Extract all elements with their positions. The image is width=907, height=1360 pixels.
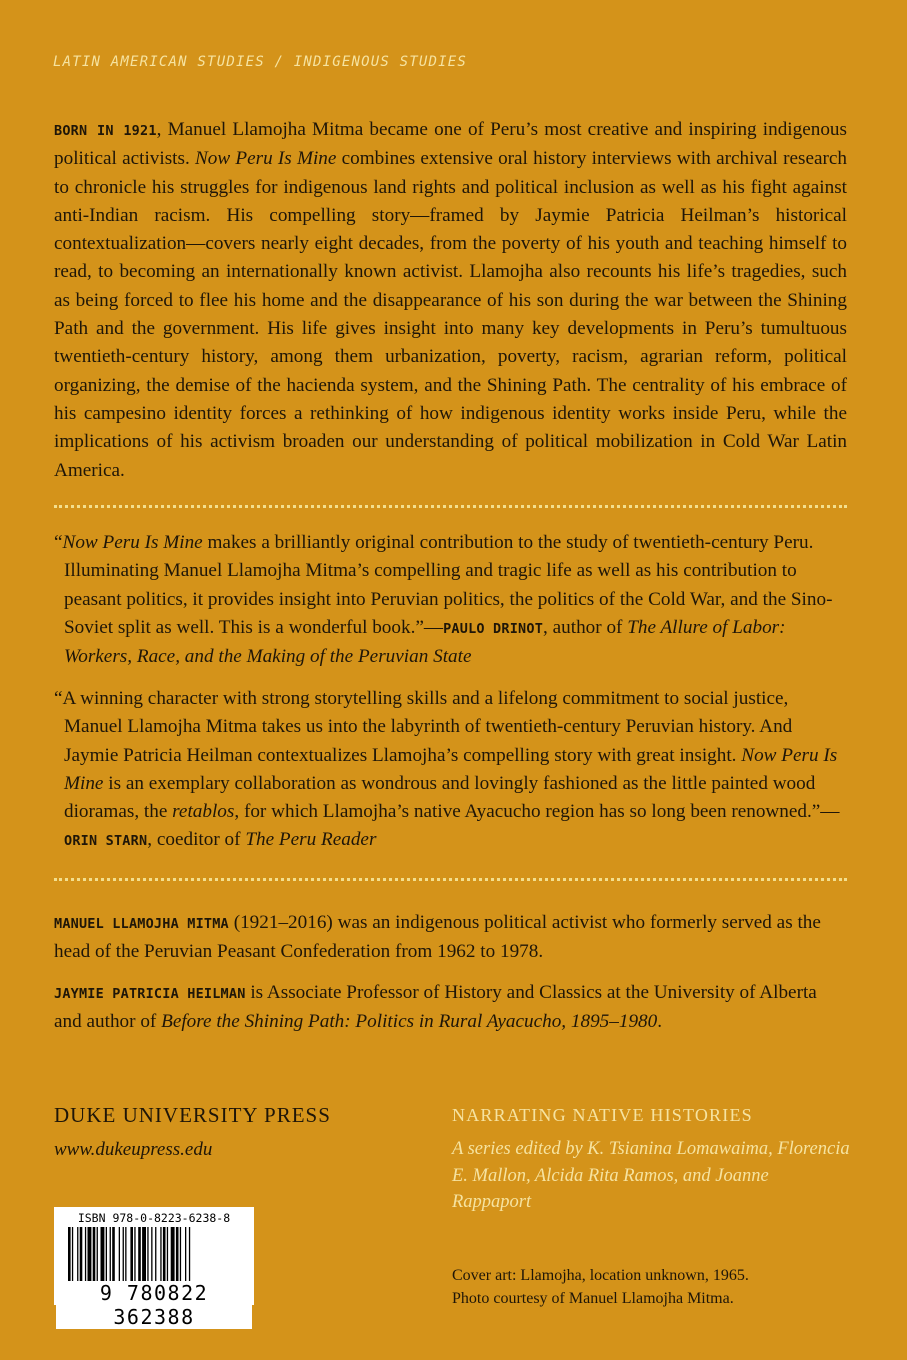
quote1-author-book: The Allure of Labor: Workers, Race, and the Making of the Peruvian State [64, 616, 786, 668]
barcode-bar [185, 1227, 186, 1287]
blurb-book-title: Now Peru Is Mine [195, 148, 337, 170]
quote2-text-1: “A winning character with strong storytelling skills and a lifelong commitment to social justice, Manuel Llamojha Mitma takes us into the labyrinth of twentieth-century Peruvian history. And Jaymie Patricia Heilman contextualizes Llamojha’s compelling story with great insight. [54, 688, 793, 766]
endorsement-quote-drinot [54, 529, 847, 671]
series-category-tag: LATIN AMERICAN STUDIES / INDIGENOUS STUDIES [53, 54, 468, 70]
barcode-bar [151, 1227, 152, 1287]
barcode-bar [160, 1227, 161, 1287]
publisher-url: www.dukeupress.edu [54, 1139, 213, 1160]
bio2-end: . [657, 1011, 663, 1033]
barcode-bar [180, 1227, 181, 1287]
quote1-text-1: makes a brilliantly original contribution to the study of twentieth-century Peru. Illuminating Manuel Llamojha Mitma’s compelling and tragic life as well as his contribution to peasant politics, it provides insight into Peruvian politics, the politics of the Cold War, and the Sino-Soviet split as well. This is a wonderful book.”— [64, 532, 833, 638]
barcode-bar [155, 1227, 156, 1287]
quote2-text-4: , coeditor of [147, 829, 246, 851]
quote2-retablos: retablos [172, 801, 235, 823]
barcode-bar [106, 1227, 107, 1287]
series-editors: A series edited by K. Tsianina Lomawaima, Florencia E. Mallon, Alcida Rita Ramos, and Joanne Rappaport [452, 1139, 850, 1212]
barcode-bar [123, 1227, 124, 1287]
quote2-author: ORIN STARN [64, 833, 148, 850]
blurb-lead: BORN IN 1921 [54, 123, 157, 139]
isbn-label: ISBN 978-0-8223-6238-8 [77, 1211, 231, 1225]
quote2-text-2: is an exemplary collaboration as wondrous and lovingly fashioned as the little painted wood dioramas, the [64, 772, 816, 823]
quote2-author-book: The Peru Reader [245, 829, 377, 851]
barcode-bar [72, 1227, 73, 1287]
barcode-bar [171, 1227, 175, 1287]
cover-credit-line-2: Photo courtesy of Manuel Llamojha Mitma. [452, 1289, 734, 1307]
barcode-bar [77, 1227, 78, 1287]
barcode-bar [167, 1227, 168, 1287]
dotted-divider-top [54, 505, 847, 508]
barcode-bar [134, 1227, 135, 1287]
barcode-bar [142, 1227, 146, 1287]
quote1-text-2: , author of [543, 616, 628, 638]
quote1-open: “ [54, 532, 63, 553]
publisher-name: DUKE UNIVERSITY PRESS [54, 1103, 331, 1127]
bio1-text: (1921–2016) was an indigenous political activist who formerly served as the head of the Peruvian Peasant Confederation from 1962 to 1978. [54, 912, 821, 963]
barcode-bar [80, 1227, 83, 1287]
barcode-bar [138, 1227, 141, 1287]
ean-number: 9 780822 362388 [56, 1281, 252, 1329]
barcode-bar [130, 1227, 133, 1287]
barcode-bar [88, 1227, 92, 1287]
barcode-bar [93, 1227, 96, 1287]
barcode-bar [189, 1227, 190, 1287]
barcode-bar [112, 1227, 115, 1287]
bio2-book: Before the Shining Path: Politics in Rural Ayacucho, 1895–1980 [161, 1011, 658, 1033]
bio1-name: MANUEL LLAMOJHA MITMA [54, 916, 229, 932]
barcode-bar [119, 1227, 120, 1287]
barcode-bar [125, 1227, 126, 1287]
barcode-bars [68, 1227, 240, 1287]
quote2-text-3: , for which Llamojha’s native Ayacucho region has so long been renowned.”— [234, 801, 840, 823]
barcode-bar [110, 1227, 111, 1287]
quote1-book-title: Now Peru Is Mine [62, 532, 203, 553]
bio-llamojha [54, 909, 847, 967]
blurb-text-2: combines extensive oral history interviews with archival research to chronicle his struggles for indigenous land rights and political inclusion as well as his fight against anti-Indian racism. His compelling story—framed by Jaymie Patricia Heilman’s historical contextualization—covers nearly eight decades, from the poverty of his youth and teaching himself to read, to becoming an internationally known activist. Llamojha also recounts his life’s tragedies, such as being forced to flee his home and the disappearance of his son during the war between the Shining Path and the government. His life gives insight into many key developments in Peru’s tumultuous twentieth-century history, among them urbanization, poverty, racism, agrarian reform, political organizing, the demise of the hacienda system, and the Shining Path. The centrality of his embrace of his campesino identity forces a rethinking of how indigenous identity works inside Peru, while the implications of his activism broaden our understanding of political mobilization in Cold War Latin America. [54, 148, 848, 481]
barcode-bar [147, 1227, 148, 1287]
blurb-text-1: , Manuel Llamojha Mitma became one of Peru’s most creative and inspiring indigenous political activists. [54, 119, 847, 170]
book-description [54, 116, 847, 485]
bio-heilman [54, 979, 847, 1037]
quote2-book-title: Now Peru Is Mine [64, 744, 838, 794]
bio2-name: JAYMIE PATRICIA HEILMAN [54, 986, 246, 1002]
endorsement-quote-starn [54, 685, 847, 856]
dotted-divider-bottom [54, 878, 847, 881]
barcode-bar [68, 1227, 71, 1287]
barcode-bar [163, 1227, 166, 1287]
series-title: NARRATING NATIVE HISTORIES [452, 1105, 753, 1125]
cover-credit-line-1: Cover art: Llamojha, location unknown, 1965. [452, 1267, 749, 1284]
isbn-barcode [54, 1207, 254, 1329]
bio2-text: is Associate Professor of History and Classics at the University of Alberta and author of [54, 982, 817, 1033]
barcode-bar [85, 1227, 86, 1287]
quote1-author: PAULO DRINOT [443, 620, 544, 637]
barcode-bar [176, 1227, 179, 1287]
barcode-bar [97, 1227, 98, 1287]
cover-art-credit [452, 1265, 852, 1310]
barcode-bar [101, 1227, 105, 1287]
